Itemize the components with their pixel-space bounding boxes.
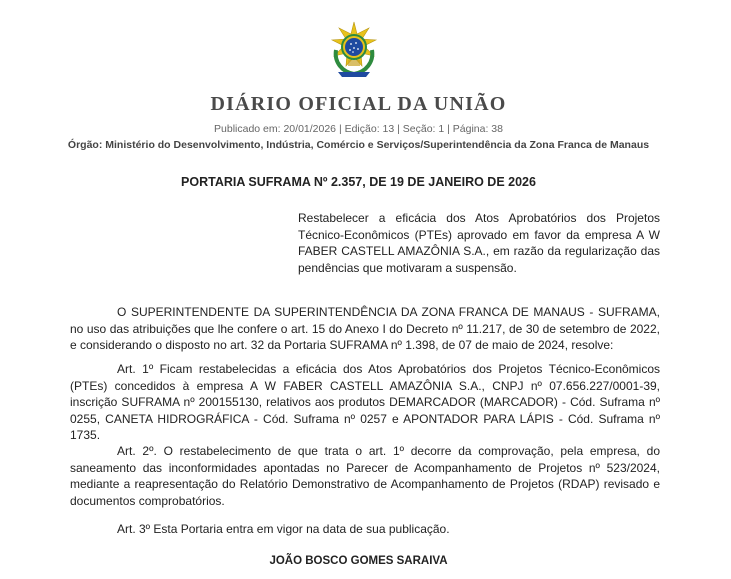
orgao-value: Ministério do Desenvolvimento, Indústria, Comércio e Serviços/Superintendência da Zona Franca de Manaus	[105, 139, 650, 151]
article-1-paragraph	[70, 361, 660, 444]
article-2-paragraph	[70, 443, 660, 509]
article-1-text: Art. 1º Ficam restabelecidas a eficácia dos Atos Aprobatórios dos Projetos Técnico-Econômicos (PTEs) concedidos à empresa A W FABER CASTELL AMAZÔNIA S.A., CNPJ nº 07.656.227/0001-39, inscrição SUFRAMA nº 200155130, relativos aos produtos DEMARCADOR (MARCADOR) - Cód. Suframa nº 0255, CANETA HIDROGRÁFICA - Cód. Suframa nº 0257 e APONTADOR PARA LÁPIS - Cód. Suframa nº 1735.	[70, 362, 660, 442]
article-2-text: Art. 2º. O restabelecimento de que trata o art. 1º decorre da comprovação, pela empresa, do saneamento das inconformidades apontadas no Parecer de Acompanhamento de Projetos nº 523/2024, mediante a reapresentação do Relatório Demonstrativo de Acompanhamento de Projetos (RDAP) revisado e documentos comprobatórios.	[70, 444, 660, 508]
article-3-paragraph	[70, 521, 660, 538]
article-3-text: Art. 3º Esta Portaria entra em vigor na data de sua publicação.	[117, 522, 450, 536]
signatory-name: JOÃO BOSCO GOMES SARAIVA	[269, 555, 448, 567]
orgao-label: Órgão:	[67, 139, 103, 151]
brazil-coat-of-arms-icon	[326, 20, 382, 80]
preamble-text: O SUPERINTENDENTE DA SUPERINTENDÊNCIA DA ZONA FRANCA DE MANAUS - SUFRAMA, no uso das atribuições que lhe confere o art. 15 do Anexo I do Decreto nº 11.217, de 30 de setembro de 2022, e considerando o disposto no art. 32 da Portaria SUFRAMA nº 1.398, de 07 de maio de 2024, resolve:	[70, 305, 660, 352]
newspaper-title: DIÁRIO OFICIAL DA UNIÃO	[210, 93, 507, 115]
document-title: PORTARIA SUFRAMA Nº 2.357, DE 19 DE JANEIRO DE 2026	[181, 175, 536, 189]
ementa: Restabelecer a eficácia dos Atos Aprobatórios dos Projetos Técnico-Econômicos (PTEs) aprovado em favor da empresa A W FABER CASTELL AMAZÔNIA S.A., em razão da regularização das pendências que motivaram a suspensão.	[298, 211, 660, 275]
orgao-line	[0, 139, 717, 151]
preamble-paragraph	[70, 304, 660, 354]
publication-meta: Publicado em: 20/01/2026 | Edição: 13 | Seção: 1 | Página: 38	[214, 123, 503, 135]
